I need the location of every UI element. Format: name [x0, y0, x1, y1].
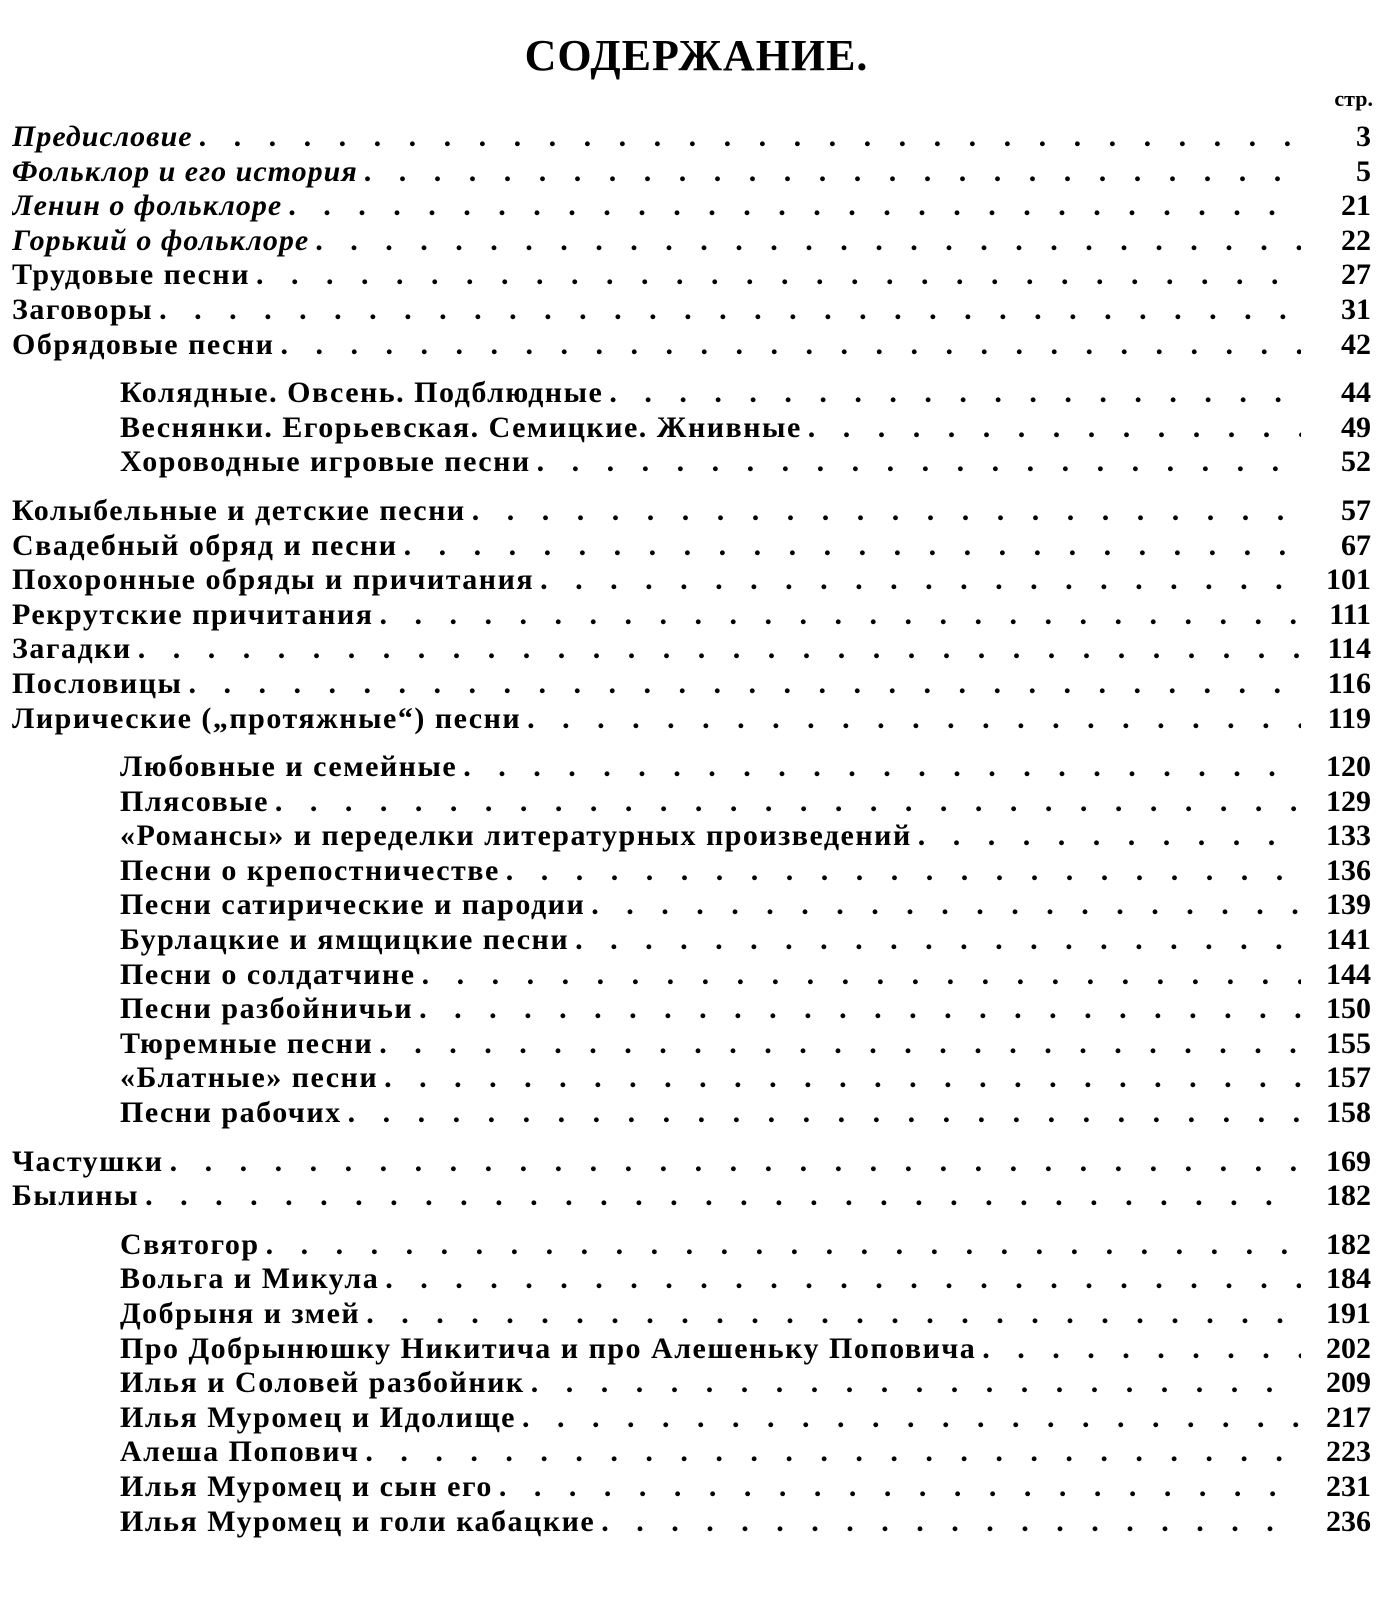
toc-entry-title: Илья и Соловей разбойник — [120, 1366, 525, 1400]
toc-entry-title: Колыбельные и детские песни — [12, 493, 466, 527]
dot-leader — [280, 328, 1301, 362]
toc-entry — [12, 598, 1371, 633]
toc-entry — [12, 1505, 1371, 1540]
dot-leader — [591, 888, 1301, 922]
toc-entry — [12, 1061, 1371, 1096]
toc-entry-title: Рекрутские причитания — [12, 597, 374, 631]
toc-entry-title: Пословицы — [12, 666, 183, 700]
toc-entry-page-number: 158 — [1326, 1096, 1371, 1130]
toc-entry-title: Вольга и Микула — [120, 1262, 380, 1296]
toc-entry-page-number: 57 — [1341, 493, 1371, 527]
dot-leader — [808, 411, 1301, 445]
toc-entry — [12, 293, 1371, 328]
dot-leader — [315, 224, 1301, 258]
toc-entry-page-number: 182 — [1326, 1227, 1371, 1261]
toc-entry-page-number: 129 — [1326, 784, 1371, 818]
toc-entry — [12, 563, 1371, 598]
page-column-label: стр. — [1334, 86, 1373, 111]
toc-entry-title: Тюремные песни — [120, 1026, 374, 1060]
dot-leader — [170, 1145, 1301, 1179]
toc-entry — [12, 1332, 1371, 1367]
dot-leader — [256, 258, 1301, 292]
toc-entry-page-number: 21 — [1341, 189, 1371, 223]
toc-entry-page-number: 236 — [1326, 1504, 1371, 1538]
toc-entry-title: Алеша Попович — [120, 1435, 360, 1469]
dot-leader — [422, 958, 1301, 992]
toc-entry-page-number: 31 — [1341, 292, 1371, 326]
toc-entry — [12, 376, 1371, 411]
toc-entry-page-number: 114 — [1327, 632, 1371, 666]
toc-entry-page-number: 101 — [1326, 563, 1371, 597]
dot-leader — [364, 155, 1301, 189]
toc-entry — [12, 328, 1371, 363]
toc-entry-title: Песни о крепостничестве — [120, 853, 500, 887]
toc-entry-page-number: 116 — [1327, 666, 1371, 700]
dot-leader — [384, 1061, 1301, 1095]
toc-entry — [12, 155, 1371, 190]
toc-entry-title: Хороводные игровые песни — [120, 445, 531, 479]
toc-entry-page-number: 42 — [1341, 327, 1371, 361]
toc-entry-page-number: 184 — [1326, 1262, 1371, 1296]
toc-entry-page-number: 223 — [1326, 1435, 1371, 1469]
dot-leader — [472, 494, 1301, 528]
dot-leader — [982, 1332, 1301, 1366]
toc-entry — [12, 494, 1371, 529]
toc-entry-title: Горький о фольклоре — [12, 223, 310, 257]
toc-entry — [12, 667, 1371, 702]
toc-entry-page-number: 202 — [1326, 1331, 1371, 1365]
toc-entry-page-number: 3 — [1356, 120, 1371, 153]
dot-leader — [540, 563, 1301, 597]
dot-leader — [379, 1027, 1301, 1061]
toc-entry — [12, 189, 1371, 224]
toc-entry-page-number: 44 — [1341, 376, 1371, 410]
toc-entry-page-number: 144 — [1326, 957, 1371, 991]
toc-entry — [12, 1262, 1371, 1297]
toc-entry-title: Предисловие — [12, 120, 193, 153]
dot-leader — [266, 1228, 1301, 1262]
dot-leader — [159, 293, 1301, 327]
toc-entry — [12, 1297, 1371, 1332]
toc-entry — [12, 854, 1371, 889]
toc-entry — [12, 992, 1371, 1027]
toc-entry-page-number: 111 — [1329, 597, 1371, 631]
dot-leader — [145, 1179, 1301, 1213]
toc-entry-page-number: 22 — [1341, 223, 1371, 257]
toc-entry-title: Веснянки. Егорьевская. Семицкие. Жнивные — [120, 410, 802, 444]
dot-leader — [275, 785, 1301, 819]
toc-entry — [12, 1228, 1371, 1263]
toc-entry-title: Загадки — [12, 632, 132, 666]
dot-leader — [385, 1262, 1301, 1296]
toc-entry-title: Любовные и семейные — [120, 750, 458, 784]
toc-entry — [12, 1179, 1371, 1214]
toc-entry-title: Про Добрынюшку Никитича и про Алешеньку Поповича — [120, 1331, 977, 1365]
toc-entry — [12, 888, 1371, 923]
toc-entry-page-number: 27 — [1341, 258, 1371, 292]
toc-entry-page-number: 119 — [1327, 701, 1371, 735]
dot-leader — [537, 445, 1301, 479]
toc-entry-title: Похоронные обряды и причитания — [12, 563, 535, 597]
dot-leader — [199, 120, 1301, 154]
dot-leader — [419, 992, 1301, 1026]
dot-leader — [575, 923, 1301, 957]
toc-entry-page-number: 231 — [1326, 1469, 1371, 1503]
toc-entry-title: Илья Муромец и голи кабацкие — [120, 1504, 596, 1538]
toc-entry — [12, 529, 1371, 564]
toc-entry-page-number: 150 — [1326, 992, 1371, 1026]
dot-leader — [365, 1435, 1301, 1469]
toc-entry — [12, 819, 1371, 854]
toc-entry-title: Добрыня и змей — [120, 1297, 361, 1330]
toc-entry — [12, 785, 1371, 820]
toc-entry-page-number: 157 — [1326, 1061, 1371, 1095]
toc-entry-page-number: 217 — [1326, 1400, 1371, 1434]
toc-entry — [12, 702, 1371, 737]
dot-leader — [609, 376, 1301, 410]
toc-entry-title: Частушки — [12, 1144, 164, 1178]
toc-entry-page-number: 52 — [1341, 445, 1371, 479]
toc-entry — [12, 923, 1371, 958]
toc-entry — [12, 1096, 1371, 1131]
toc-entry-title: Бурлацкие и ямщицкие песни — [120, 923, 570, 957]
dot-leader — [138, 632, 1301, 666]
toc-entry — [12, 958, 1371, 993]
toc-entry-title: Лирические („протяжные“) песни — [12, 701, 522, 735]
toc-entry-title: «Романсы» и переделки литературных произведений — [120, 819, 912, 853]
dot-leader — [463, 750, 1301, 784]
toc-entry-title: Колядные. Овсень. Подблюдные — [120, 376, 604, 410]
dot-leader — [531, 1366, 1301, 1400]
toc-entry — [12, 1366, 1371, 1401]
dot-leader — [918, 819, 1301, 853]
dot-leader — [348, 1096, 1301, 1130]
toc-entry-page-number: 133 — [1326, 819, 1371, 853]
toc-entry-title: Былины — [12, 1179, 140, 1213]
toc-entry-page-number: 67 — [1341, 528, 1371, 562]
toc-entry-title: Плясовые — [120, 784, 269, 818]
toc-entry-title: Илья Муромец и сын его — [120, 1469, 493, 1503]
toc-entry — [12, 1470, 1371, 1505]
dot-leader — [527, 702, 1301, 736]
toc-entry-title: Святогор — [120, 1227, 260, 1261]
toc-entry — [12, 120, 1371, 155]
toc-entry — [12, 411, 1371, 446]
toc-entry — [12, 1145, 1371, 1180]
toc-entry-page-number: 155 — [1326, 1026, 1371, 1060]
toc-entry — [12, 445, 1371, 480]
dot-leader — [506, 854, 1301, 888]
toc-entry-title: Песни о солдатчине — [120, 957, 416, 991]
toc-entry-title: Фольклор и его история — [12, 154, 358, 188]
toc-entry — [12, 632, 1371, 667]
toc-entry-page-number: 182 — [1326, 1179, 1371, 1213]
toc-entry-page-number: 141 — [1326, 923, 1371, 957]
toc-entry-title: Песни сатирические и пародии — [120, 888, 586, 922]
dot-leader — [404, 529, 1301, 563]
dot-leader — [380, 598, 1302, 632]
dot-leader — [522, 1401, 1301, 1435]
toc-list — [12, 120, 1371, 1539]
toc-entry — [12, 1027, 1371, 1062]
toc-entry-title: Песни рабочих — [120, 1096, 342, 1130]
toc-entry-title: Заговоры — [12, 292, 154, 326]
toc-entry-title: Илья Муромец и Идолище — [120, 1400, 516, 1434]
toc-entry-title: Песни разбойничьи — [120, 992, 414, 1026]
toc-entry-page-number: 209 — [1326, 1366, 1371, 1400]
toc-entry-title: Свадебный обряд и песни — [12, 528, 398, 562]
toc-entry-page-number: 139 — [1326, 888, 1371, 922]
toc-entry — [12, 258, 1371, 293]
toc-entry-title: Обрядовые песни — [12, 327, 275, 361]
toc-entry-page-number: 191 — [1326, 1297, 1371, 1330]
dot-leader — [288, 189, 1301, 223]
toc-entry-title: «Блатные» песни — [120, 1061, 379, 1095]
toc-entry-page-number: 169 — [1326, 1144, 1371, 1178]
page-title: СОДЕРЖАНИЕ. — [524, 31, 869, 80]
dot-leader — [366, 1297, 1301, 1331]
toc-entry-title: Трудовые песни — [12, 258, 250, 292]
toc-entry — [12, 750, 1371, 785]
toc-entry-title: Ленин о фольклоре — [12, 189, 283, 223]
dot-leader — [188, 667, 1301, 701]
toc-entry — [12, 1435, 1371, 1470]
toc-entry-page-number: 136 — [1326, 853, 1371, 887]
dot-leader — [601, 1505, 1301, 1539]
toc-entry — [12, 1401, 1371, 1436]
toc-entry-page-number: 5 — [1356, 154, 1371, 188]
dot-leader — [499, 1470, 1301, 1504]
toc-entry-page-number: 49 — [1341, 410, 1371, 444]
toc-entry — [12, 224, 1371, 259]
toc-entry-page-number: 120 — [1326, 750, 1371, 784]
